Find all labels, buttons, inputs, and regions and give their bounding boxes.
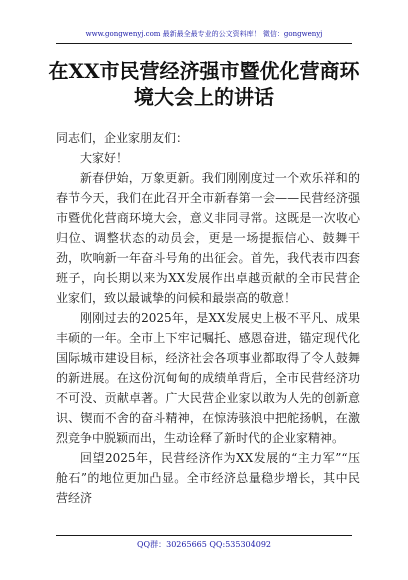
body-paragraph: 新春伊始，万象更新。我们刚刚度过一个欢乐祥和的春节今天，我们在此召开全市新春第一会——民营经济强市暨优化营商环境大会，意义非同寻常。这既是一次收心归位、调整状态的动员会，更是一场提振信心、鼓舞干劲，吹响新一年奋斗号角的出征会。首先，我代表市四套班子，向长期以来为XX发展作出卓越贡献的全市民营企业家们，致以最诚挚的问候和最崇高的敬意！ <box>56 171 360 305</box>
document-body <box>56 128 360 508</box>
page-header: www.gongwenyj.com 最新最全最专业的公文资料库！ 微信：gongwenyj <box>56 29 352 44</box>
greeting: 大家好！ <box>80 151 129 165</box>
body-paragraph: 刚刚过去的2025年，是XX发展史上极不平凡、成果丰硕的一年。全市上下牢记嘱托、感恩奋进，锚定现代化国际城市建设目标，经济社会各项事业都取得了令人鼓舞的新进展。在这份沉甸甸的成绩单背后，全市民营经济功不可没、贡献卓著。广大民营企业家以敢为人先的创新意识、锲而不舍的奋斗精神，在惊涛骇浪中把舵扬帆，在激烈竞争中脱颖而出，生动诠释了新时代的企业家精神。 <box>56 311 360 445</box>
body-paragraph: 回望2025年，民营经济作为XX发展的“主力军”“压舱石”的地位更加凸显。全市经济总量稳步增长，其中民营经济 <box>56 451 360 505</box>
salutation: 同志们，企业家朋友们： <box>56 131 189 145</box>
document-title: 在XX市民营经济强市暨优化营商环境大会上的讲话 <box>48 59 360 109</box>
page-footer: QQ群：30265665 QQ:535304092 <box>56 535 352 550</box>
